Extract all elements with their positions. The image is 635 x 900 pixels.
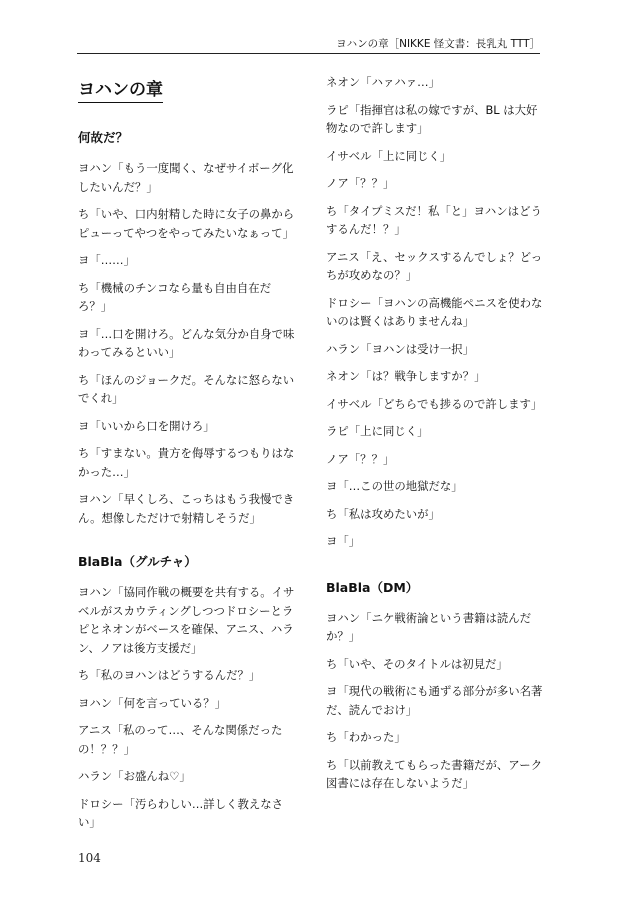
dialogue-line: イサベル「上に同じく」 xyxy=(326,148,452,163)
chapter-title: ヨハンの章 xyxy=(78,78,163,103)
dialogue-line: ネオン「ハァハァ…」 xyxy=(326,75,440,89)
dialogue-line: ち「タイプミスだ！私「と」ヨハンはどうするんだ！？」 xyxy=(326,203,542,236)
dialogue-line: ノア「？？」 xyxy=(326,176,395,190)
section-group-chat-continued-lines xyxy=(326,73,544,551)
dialogue-line: ヨハン「もう一度聞く、なぜサイボーグ化したいんだ？」 xyxy=(78,161,294,194)
dialogue-line: ハラン「ヨハンは受け一択」 xyxy=(326,341,475,356)
dialogue-line: ドロシー「ヨハンの高機能ペニスを使わないのは賢くはありませんね」 xyxy=(326,295,543,328)
header-rule xyxy=(77,53,540,54)
dialogue-line: ノア「？？」 xyxy=(326,451,395,466)
page-number: 104 xyxy=(78,851,101,865)
dialogue-line: ち「わかった」 xyxy=(326,730,406,744)
section-title-why: 何故だ？ xyxy=(78,130,129,145)
section-title-group-chat: BlaBla（グルチャ） xyxy=(78,554,197,569)
dialogue-line: ち「私のヨハンはどうするんだ？」 xyxy=(78,668,261,682)
dialogue-line: ネオン「は？戦争しますか？」 xyxy=(326,369,486,383)
dialogue-line: ち「私は攻めたいが」 xyxy=(326,506,440,521)
dialogue-line: ラピ「上に同じく」 xyxy=(326,424,429,438)
dialogue-line: アニス「え、セックスするんでしょ？どっちが攻めなの？」 xyxy=(326,249,543,282)
dialogue-line: ち「すまない。貴方を侮辱するつもりはなかった…」 xyxy=(78,446,295,479)
dialogue-line: ヨ「現代の戦術にも通ずる部分が多い名著だ、読んでおけ」 xyxy=(326,684,543,717)
dialogue-line: ヨハン「早くしろ、こっちはもう我慢できん。想像しただけで射精しそうだ」 xyxy=(78,492,295,525)
right-column xyxy=(326,73,544,802)
dialogue-line: アニス「私のって…、そんな関係だったの！？？」 xyxy=(78,723,283,756)
dialogue-line: ヨハン「協同作戦の概要を共有する。イサベルがスカウティングしつつドロシーとラピとネオンがベースを確保、アニス、ハラン、ノアは後方支援だ」 xyxy=(78,585,295,655)
dialogue-line: ち「機械のチンコなら量も自由自在だろ？」 xyxy=(78,280,272,313)
dialogue-line: ヨ「……」 xyxy=(78,253,135,267)
dialogue-line: ち「ほんのジョークだ。そんなに怒らないでくれ」 xyxy=(78,372,295,405)
dialogue-line: ち「いや、口内射精した時に女子の鼻からピューってやつをやってみたいなぁって」 xyxy=(78,207,295,240)
dialogue-line: ラピ「指揮官は私の嫁ですが、BL は大好物なので許します」 xyxy=(326,102,538,135)
dialogue-line: ヨ「…口を開けろ。どんな気分か自身で味わってみるといい」 xyxy=(78,326,295,359)
dialogue-line: イサベル「どちらでも捗るので許します」 xyxy=(326,396,543,411)
running-header: ヨハンの章［NIKKE 怪文書：長乳丸 TTT］ xyxy=(336,38,540,50)
dialogue-line: ち「以前教えてもらった書籍だが、アーク図書には存在しないようだ」 xyxy=(326,757,543,790)
dialogue-line: ハラン「お盛んね♡」 xyxy=(78,769,191,783)
section-dm-lines xyxy=(326,609,544,793)
dialogue-line: ち「いや、そのタイトルは初見だ」 xyxy=(326,656,508,671)
dialogue-line: ヨ「いいから口を開けろ」 xyxy=(78,418,215,433)
dialogue-line: ヨ「」 xyxy=(326,534,361,548)
left-column xyxy=(78,78,296,841)
section-title-dm: BlaBla（DM） xyxy=(326,579,419,595)
dialogue-line: ヨハン「ニケ戦術論という書籍は読んだか？」 xyxy=(326,610,532,643)
dialogue-line: ドロシー「汚らわしい…詳しく教えなさい」 xyxy=(78,796,284,829)
section-group-chat-lines xyxy=(78,583,296,832)
dialogue-line: ヨ「…この世の地獄だな」 xyxy=(326,479,463,493)
dialogue-line: ヨハン「何を言っている？」 xyxy=(78,695,227,710)
section-why-lines xyxy=(78,159,296,527)
